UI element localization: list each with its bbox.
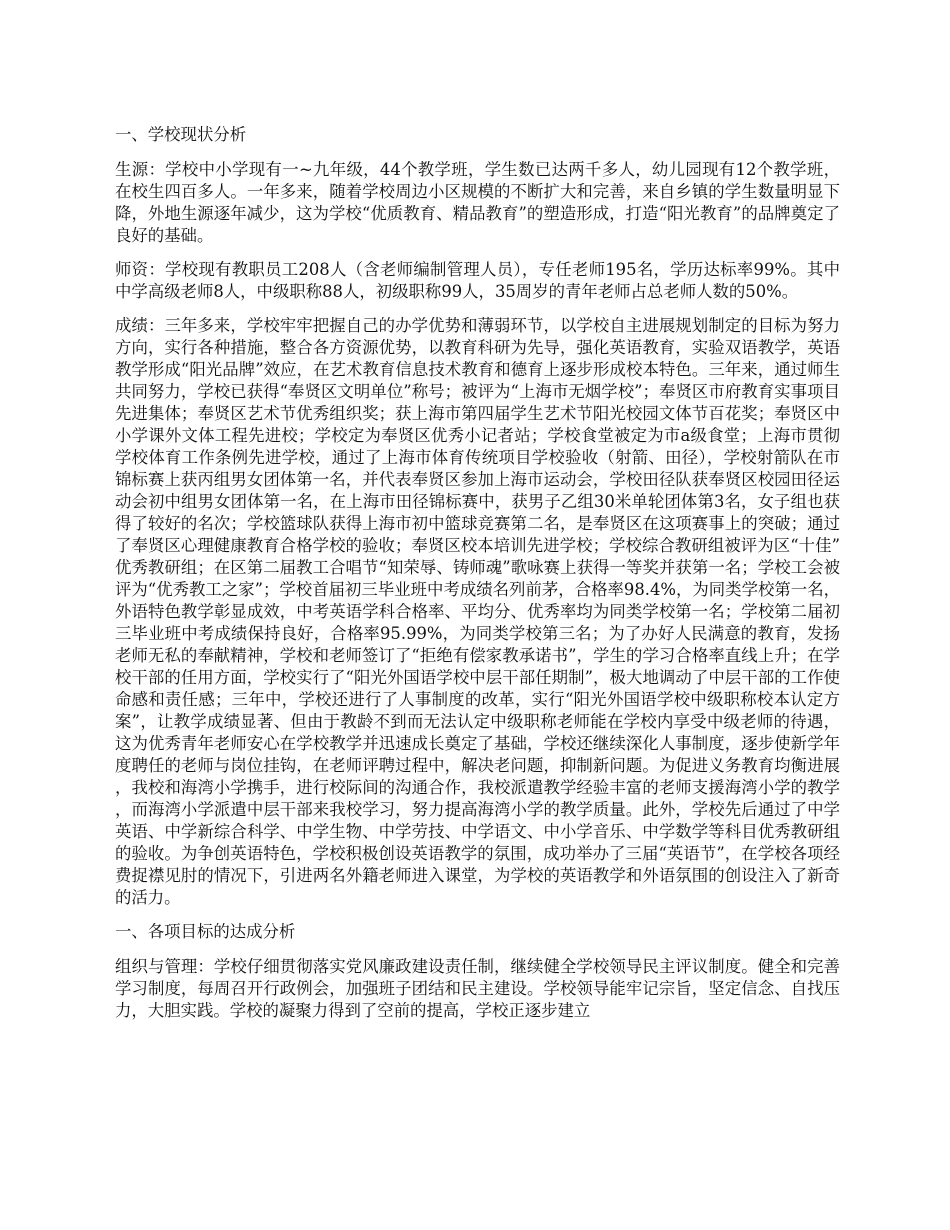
- section-heading-goal-analysis: 一、各项目标的达成分析: [115, 922, 296, 941]
- paragraph-organization-management: 组织与管理：学校仔细贯彻落实党风廉政建设责任制，继续健全学校领导民主评议制度。健全和完善学习制度，每周召开行政例会，加强班子团结和民主建设。学校领导能牢记宗旨，坚定信念、自找压力，大胆实践。学校的凝聚力得到了空前的提高，学校正逐步建立: [115, 957, 840, 1020]
- document-page: [115, 124, 840, 1034]
- paragraph-student-source: 生源：学校中小学现有一~九年级，44个教学班，学生数已达两千多人，幼儿园现有12个教学班，在校生四百多人。一年多来，随着学校周边小区规模的不断扩大和完善，来自乡镇的学生数量明显下降，外地生源逐年减少，这为学校“优质教育、精品教育”的塑造形成，打造“阳光教育”的品牌奠定了良好的基础。: [115, 160, 840, 245]
- section-heading-school-status: 一、学校现状分析: [115, 125, 247, 144]
- paragraph-achievements: 成绩：三年多来，学校牢牢把握自己的办学优势和薄弱环节，以学校自主进展规划制定的目标为努力方向，实行各种措施，整合各方资源优势，以教育科研为先导，强化英语教育，实验双语教学，英语教学形成“阳光品牌”效应，在艺术教育信息技术教育和德育上逐步形成校本特色。三年来，通过师生共同努力，学校已获得“奉贤区文明单位”称号；被评为“上海市无烟学校”；奉贤区市府教育实事项目先进集体；奉贤区艺术节优秀组织奖；获上海市第四届学生艺术节阳光校园文体节百花奖；奉贤区中小学课外文体工程先进校；学校定为奉贤区优秀小记者站；学校食堂被定为市a级食堂；上海市贯彻学校体育工作条例先进学校，通过了上海市体育传统项目学校验收（射箭、田径），学校射箭队在市锦标赛上获丙组男女团体第一名，并代表奉贤区参加上海市运动会，学校田径队获奉贤区校园田径运动会初中组男女团体第一名，在上海市田径锦标赛中，获男子乙组30米单轮团体第3名，女子组也获得了较好的名次；学校篮球队获得上海市初中篮球竞赛第二名，是奉贤区在这项赛事上的突破；通过了奉贤区心理健康教育合格学校的验收；奉贤区校本培训先进学校；学校综合教研组被评为区“十佳”优秀教研组；在区第二届教工合唱节“知荣辱、铸师魂”歌咏赛上获得一等奖并获第一名；学校工会被评为“优秀教工之家”；学校首届初三毕业班中考成绩名列前茅，合格率98.4%，为同类学校第一名，外语特色教学彰显成效，中考英语学科合格率、平均分、优秀率均为同类学校第一名；学校第二届初三毕业班中考成绩保持良好，合格率95.99%，为同类学校第三名；为了办好人民满意的教育，发扬老师无私的奉献精神，学校和老师签订了“拒绝有偿家教承诺书”，学生的学习合格率直线上升；在学校干部的任用方面，学校实行了“阳光外国语学校中层干部任期制”，极大地调动了中层干部的工作使命感和责任感；三年中，学校还进行了人事制度的改革，实行“阳光外国语学校中级职称校本认定方案”，让教学成绩显著、但由于教龄不到而无法认定中级职称老师能在学校内享受中级老师的待遇，这为优秀青年老师安心在学校教学并迅速成长奠定了基础，学校还继续深化人事制度，逐步使新学年度聘任的老师与岗位挂钩，在老师评聘过程中，解决老问题，抑制新问题。为促进义务教育均衡进展，我校和海湾小学携手，进行校际间的沟通合作，我校派遣教学经验丰富的老师支援海湾小学的教学，而海湾小学派遣中层干部来我校学习，努力提高海湾小学的教学质量。此外，学校先后通过了中学英语、中学新综合科学、中学生物、中学劳技、中学语文、中小学音乐、中学数学等科目优秀教研组的验收。为争创英语特色，学校积极创设英语教学的氛围，成功举办了三届“英语节”，在学校各项经费捉襟见肘的情况下，引进两名外籍老师进入课堂，为学校的英语教学和外语氛围的创设注入了新奇的活力。: [115, 316, 840, 907]
- paragraph-teaching-staff: 师资：学校现有教职员工208人（含老师编制管理人员），专任老师195名，学历达标率99%。其中中学高级老师8人，中级职称88人，初级职称99人，35周岁的青年老师占总老师人数的50%。: [115, 260, 840, 301]
